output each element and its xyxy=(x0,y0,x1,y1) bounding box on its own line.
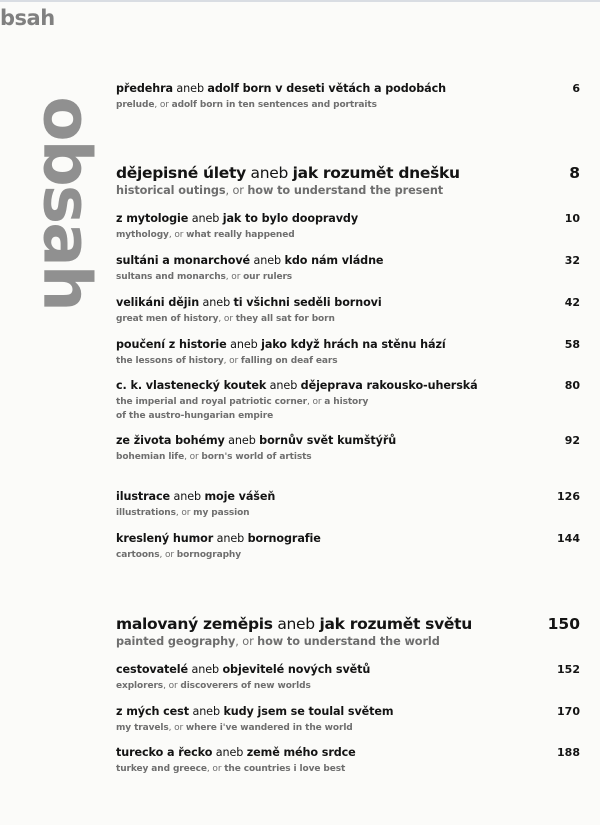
entry-title: cestovatelé aneb objevitelé nových světů xyxy=(116,663,371,676)
page-number: 8 xyxy=(569,164,580,182)
entry-translation: great men of history, or they all sat for born xyxy=(116,314,335,324)
page-number: 144 xyxy=(557,532,580,545)
section-title: dějepisné úlety aneb jak rozumět dnešku xyxy=(116,164,460,182)
vertical-title: obsah xyxy=(28,96,106,310)
page-number: 6 xyxy=(572,82,580,95)
entry-translation: the lessons of history, or falling on deaf ears xyxy=(116,356,338,366)
section-translation: historical outings, or how to understand the present xyxy=(116,184,444,197)
page-number: 170 xyxy=(557,705,580,718)
section-translation: painted geography, or how to understand the world xyxy=(116,635,440,648)
header-word: bsah xyxy=(0,6,55,30)
page-number: 126 xyxy=(557,490,580,503)
entry-translation: bohemian life, or born's world of artists xyxy=(116,452,312,462)
page-number: 188 xyxy=(557,746,580,759)
entry-title: sultáni a monarchové aneb kdo nám vládne xyxy=(116,254,384,267)
entry-title: turecko a řecko aneb země mého srdce xyxy=(116,746,356,759)
entry-title: předehra aneb adolf born v deseti větách a podobách xyxy=(116,82,446,95)
toc-entry xyxy=(116,254,580,284)
entry-translation: mythology, or what really happened xyxy=(116,230,295,240)
top-rule xyxy=(0,0,600,2)
section-title: malovaný zeměpis aneb jak rozumět světu xyxy=(116,615,472,633)
entry-translation: cartoons, or bornography xyxy=(116,550,242,560)
page-number: 80 xyxy=(564,379,580,392)
toc-entry xyxy=(116,434,580,464)
entry-title: velikáni dějin aneb ti všichni seděli bornovi xyxy=(116,296,382,309)
toc-section-entry xyxy=(116,164,580,198)
page-number: 10 xyxy=(564,212,580,225)
toc-entry xyxy=(116,82,580,112)
entry-translation: sultans and monarchs, or our rulers xyxy=(116,272,293,282)
toc-entry xyxy=(116,296,580,326)
entry-translation: my travels, or where i've wandered in the world xyxy=(116,723,353,733)
page-number: 152 xyxy=(557,663,580,676)
entry-title: ze života bohémy aneb bornův svět kumštýřů xyxy=(116,434,397,447)
page-number: 150 xyxy=(547,615,580,633)
page-number: 42 xyxy=(564,296,580,309)
toc-entry xyxy=(116,338,580,368)
entry-translation: prelude, or adolf born in ten sentences and portraits xyxy=(116,100,377,110)
toc-entry xyxy=(116,379,580,423)
toc-entry xyxy=(116,532,580,562)
page-number: 58 xyxy=(564,338,580,351)
toc-entry xyxy=(116,705,580,735)
entry-translation: turkey and greece, or the countries i love best xyxy=(116,764,346,774)
entry-title: z mytologie aneb jak to bylo doopravdy xyxy=(116,212,359,225)
toc-section-entry xyxy=(116,615,580,649)
toc-entry xyxy=(116,746,580,776)
entry-title: poučení z historie aneb jako když hrách na stěnu hází xyxy=(116,338,446,351)
entry-title: kreslený humor aneb bornografie xyxy=(116,532,321,545)
page-number: 32 xyxy=(564,254,580,267)
toc-entry xyxy=(116,663,580,693)
entry-translation: explorers, or discoverers of new worlds xyxy=(116,681,311,691)
toc-entry xyxy=(116,212,580,242)
toc-entry xyxy=(116,490,580,520)
entry-title: z mých cest aneb kudy jsem se toulal světem xyxy=(116,705,394,718)
entry-translation: illustrations, or my passion xyxy=(116,508,250,518)
entry-title: c. k. vlastenecký koutek aneb dějeprava rakousko-uherská xyxy=(116,379,478,392)
entry-title: ilustrace aneb moje vášeň xyxy=(116,490,276,503)
entry-translation: the imperial and royal patriotic corner, or a history of the austro-hungarian empire xyxy=(116,397,369,421)
page-number: 92 xyxy=(564,434,580,447)
